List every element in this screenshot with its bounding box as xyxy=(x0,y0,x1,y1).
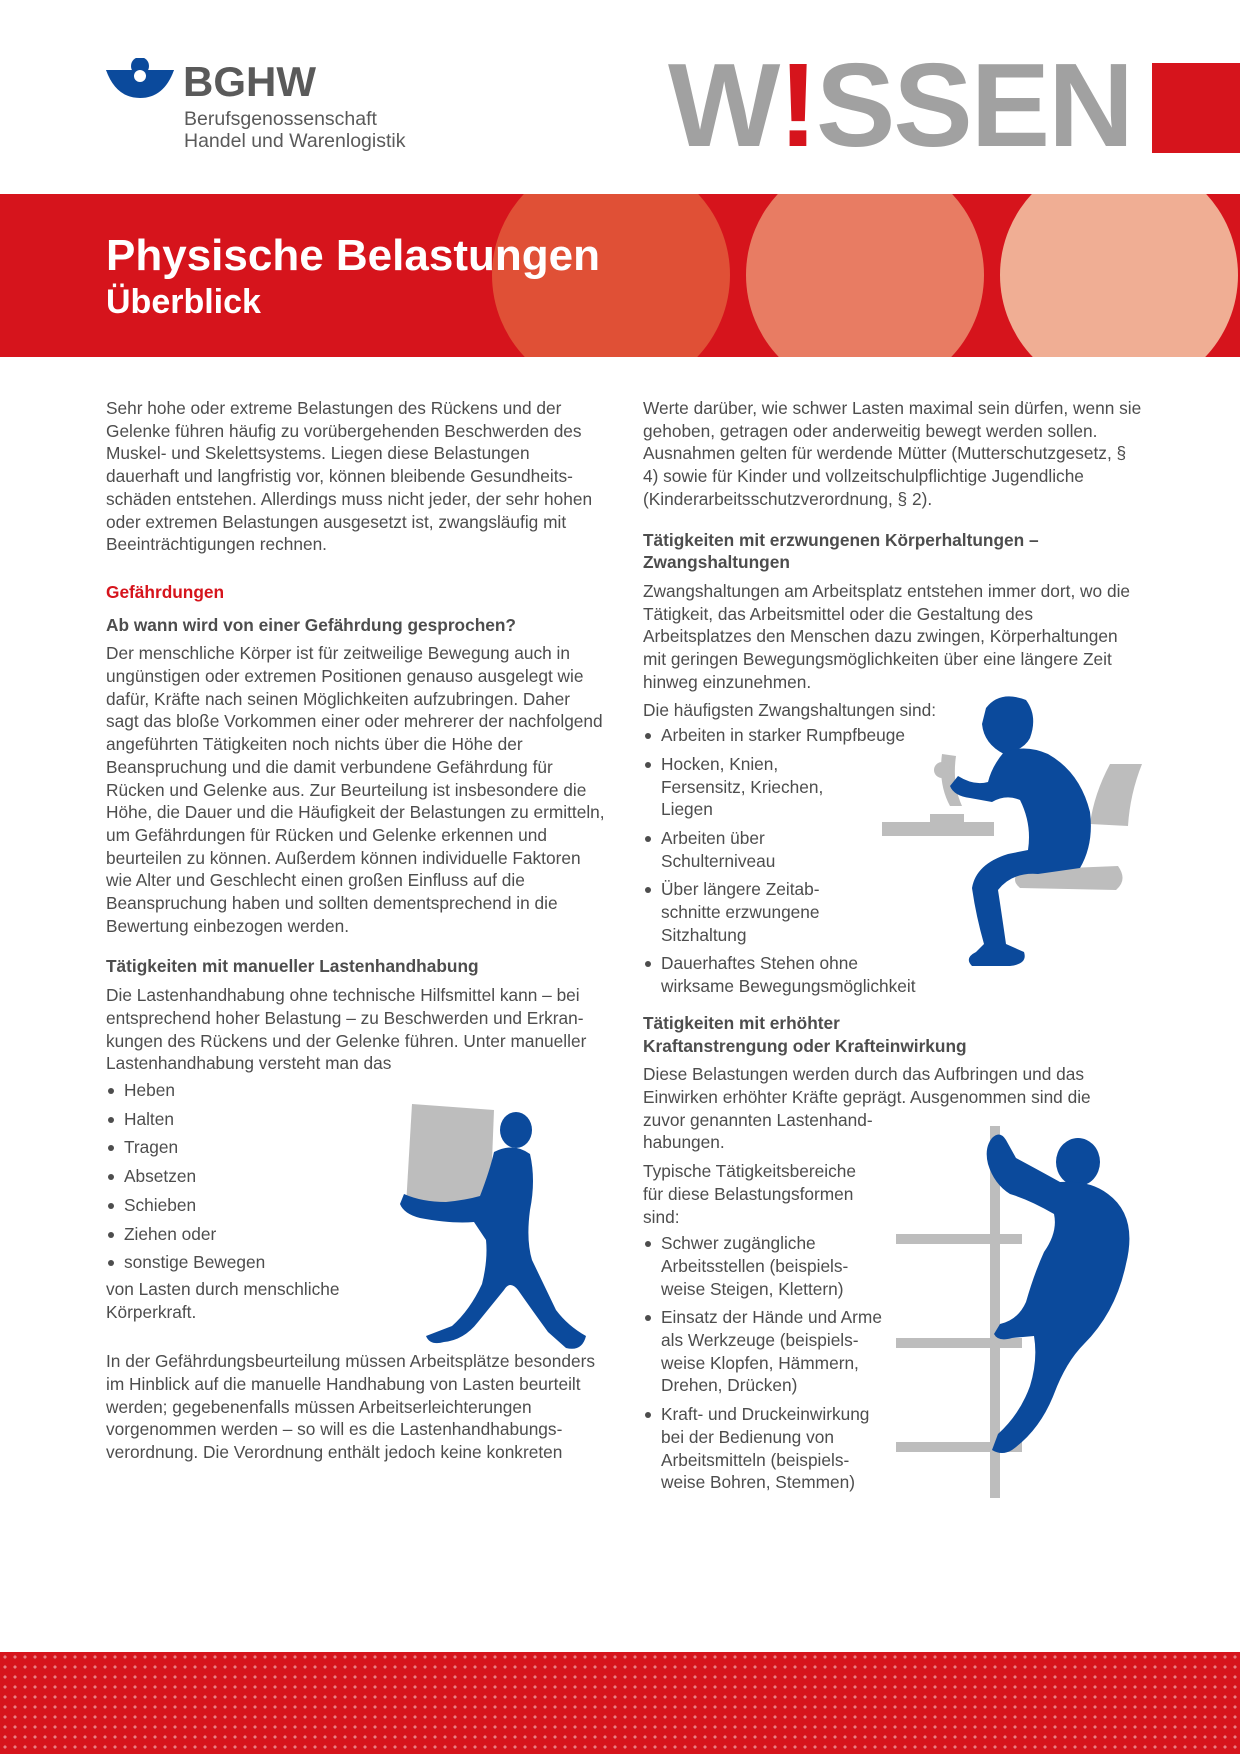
logo-name: BGHW xyxy=(183,58,316,105)
page-subtitle: Überblick xyxy=(106,283,261,321)
forced-postures-lead: Die häufigsten Zwangshaltungen sind: xyxy=(643,700,937,721)
bghw-logo xyxy=(106,58,436,158)
question-heading: Ab wann wird von einer Gefährdung gesprochen? xyxy=(106,614,516,635)
wissen-letter: W xyxy=(668,39,779,172)
force-exertion-lead: Typische Tätigkeitsbereiche für diese Belastungsformen sind: xyxy=(643,1161,856,1227)
climbing-person-figure xyxy=(987,1134,1130,1453)
title-band xyxy=(0,194,1240,357)
list-item: Heben xyxy=(106,1079,378,1102)
wissen-red-square xyxy=(1152,63,1240,153)
intro-paragraph: Sehr hohe oder extreme Belastungen des Rückens und der Gelenke führen häufig zu vorübergehenden Beschwerden des Muskel- und Skelettsystems. Liegen diese Belastungen dauerhaft und langfristig vor, können bleibende Gesundheitsschäden entstehen. Allerdings muss nicht jeder, der sehr hohen oder extremen Belastungen ausgesetzt ist, zwangsläufig mit Beeinträchtigungen rechnen. xyxy=(106,398,593,555)
wissen-letter: S xyxy=(893,39,971,172)
climbing-person-illustration xyxy=(894,1124,1138,1498)
list-item: Einsatz der Hände und Arme als Werkzeuge (beispielsweise Klopfen, Hämmern, Drehen, Drücken) xyxy=(643,1306,883,1397)
wissen-exclamation: ! xyxy=(778,39,816,172)
list-item: Dauerhaftes Stehen ohne wirksame Bewegungsmöglichkeit xyxy=(643,952,931,997)
manual-handling-list xyxy=(106,1079,378,1274)
assessment-paragraph: In der Gefährdungsbeurteilung müssen Arbeitsplätze besonders im Hinblick auf die manuelle Handhabung von Lasten beurteilt werden; gegebenenfalls müssen Arbeitserleichterungen vorgenommen werden – so will es die Lastenhandhabungsverordnung. Die Verordnung enthält jedoch keine konkreten xyxy=(106,1351,595,1463)
list-item: sonstige Bewegen xyxy=(106,1251,378,1274)
list-item: Absetzen xyxy=(106,1165,378,1188)
force-exertion-paragraph-2: zuvor genannten Lastenhandhabungen. xyxy=(643,1109,873,1153)
list-item: Arbeiten in starker Rumpfbeuge xyxy=(643,724,1143,747)
bghw-logo-mark-icon xyxy=(106,58,174,108)
force-exertion-list xyxy=(643,1232,883,1494)
list-item: Hocken, Knien, Fersensitz, Kriechen, Liegen xyxy=(643,753,831,821)
list-item: Arbeiten über Schulterniveau xyxy=(643,827,831,872)
wissen-letter: E xyxy=(970,39,1049,172)
logo-line-2: Handel und Warenlogistik xyxy=(184,130,406,152)
wissen-letter: N xyxy=(1048,39,1133,172)
forced-postures-heading: Tätigkeiten mit erzwungenen Körperhaltungen – Zwangshaltungen xyxy=(643,529,1039,573)
list-item: Schwer zugängliche Arbeitsstellen (beispielsweise Steigen, Klettern) xyxy=(643,1232,883,1300)
wissen-letter: S xyxy=(815,39,894,172)
list-item: Über längere Zeitabschnitte erzwungene Sitzhaltung xyxy=(643,878,831,946)
list-item: Kraft- und Druckeinwirkung bei der Bedienung von Arbeitsmitteln (beispielsweise Bohren, Stemmen) xyxy=(643,1403,883,1494)
manual-handling-heading: Tätigkeiten mit manueller Lastenhandhabung xyxy=(106,956,479,977)
list-item: Ziehen oder xyxy=(106,1223,378,1246)
continued-paragraph: Werte darüber, wie schwer Lasten maximal sein dürfen, wenn sie gehoben, getragen oder anderweitig bewegt werden sollen. Ausnahmen gelten für werdende Mütter (Mutterschutzgesetz, § 4) sowie für Kinder und vollzeitschulpflichtige Jugendliche (Kinderarbeitsschutzverordnung, § 2). xyxy=(643,398,1142,509)
section-heading-gefaehrdungen: Gefährdungen xyxy=(106,581,225,602)
list-item: Halten xyxy=(106,1108,378,1131)
force-exertion-heading: Tätigkeiten mit erhöhter Kraftanstrengung oder Krafteinwirkung xyxy=(643,1012,967,1056)
decor-circle-2 xyxy=(746,194,984,357)
wissen-text xyxy=(668,39,1133,172)
microscope-person-illustration xyxy=(880,694,1142,974)
footer-band xyxy=(0,1652,1240,1754)
page-header xyxy=(0,0,1240,195)
carrying-person-illustration xyxy=(382,1100,592,1356)
manual-handling-after: von Lasten durch menschliche Körperkraft. xyxy=(106,1278,340,1322)
force-exertion-paragraph-1: Diese Belastungen werden durch das Aufbringen und das Einwirken erhöhter Kräfte geprägt. Ausgenommen sind die xyxy=(643,1064,1091,1107)
manual-handling-paragraph: Die Lastenhandhabung ohne technische Hilfsmittel kann – bei entsprechend hoher Belastung – zu Beschwerden und Erkrankungen des Rückens und der Gelenke führen. Unter manueller Lastenhandhabung versteht man das xyxy=(106,985,587,1074)
forced-postures-paragraph: Zwangshaltungen am Arbeitsplatz entstehen immer dort, wo die Tätigkeit, das Arbeitsmittel oder die Gestaltung des Arbeitsplatzes den Menschen dazu zwingen, Körperhaltungen mit geringen Bewegungsmöglichkeiten über eine längere Zeit hinweg einzunehmen. xyxy=(643,580,1131,692)
list-item: Tragen xyxy=(106,1136,378,1159)
logo-line-1: Berufsgenossenschaft xyxy=(184,108,377,130)
page-title: Physische Belastungen xyxy=(106,231,600,280)
list-item: Schieben xyxy=(106,1194,378,1217)
question-paragraph: Der menschliche Körper ist für zeitweilige Bewegung auch in ungünstigen oder extremen Positionen genauso ausgelegt wie dafür, Kräfte nach seinen Möglichkeiten aufzubringen. Daher sagt das bloße Vorkommen einer oder mehrerer der nachfolgend angeführten Tätigkeiten noch nichts über die Höhe der Beanspruchung und die damit verbundene Gefährdung für Rücken und Gelenke aus. Zur Beurteilung ist insbesondere die Höhe, die Dauer und die Häufigkeit der Belastungen zu ermitteln, um Gefährdungen für Rücken und Gelenke erkennen und beurteilen zu können. Außerdem können individuelle Faktoren wie Alter und Geschlecht einen großen Einfluss auf die Beanspruchung haben und sollten dementsprechend in die Bewertung einbezogen werden. xyxy=(106,643,605,936)
decor-circle-3 xyxy=(1000,194,1238,357)
